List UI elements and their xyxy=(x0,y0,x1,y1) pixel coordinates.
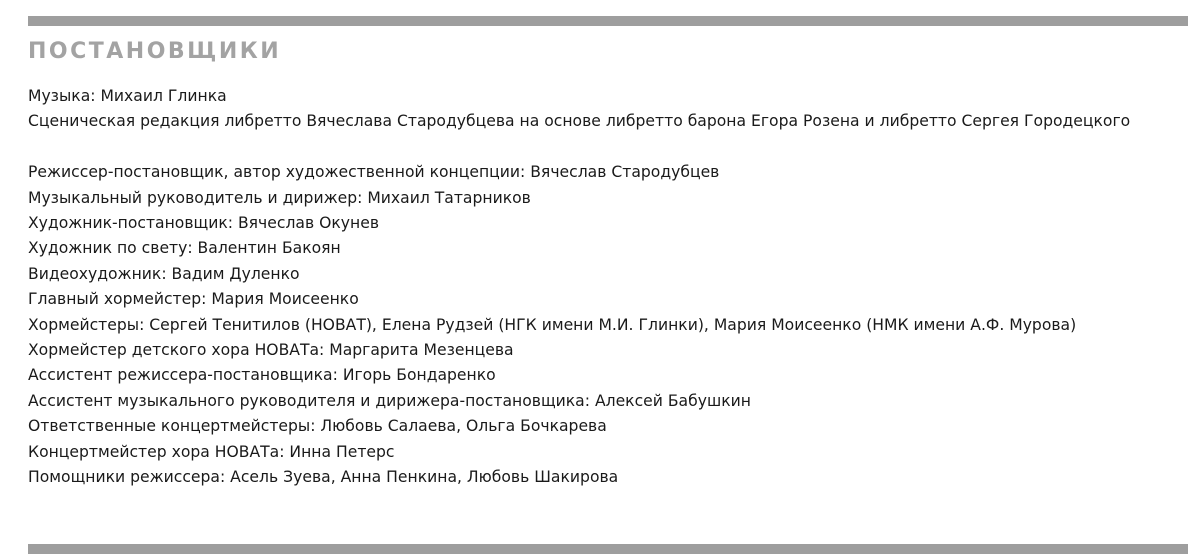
credit-director-assistants: Помощники режиссера: Асель Зуева, Анна Пенкина, Любовь Шакирова xyxy=(28,468,619,487)
spacer xyxy=(28,135,1178,160)
credit-accompanists: Ответственные концертмейстеры: Любовь Салаева, Ольга Бочкарева xyxy=(28,417,607,436)
credit-chief-chorus-master: Главный хормейстер: Мария Моисеенко xyxy=(28,290,359,309)
credit-assistant-director: Ассистент режиссера-постановщика: Игорь Бондаренко xyxy=(28,366,496,385)
bottom-divider xyxy=(28,544,1188,554)
credit-chorus-masters: Хормейстеры: Сергей Тенитилов (НОВАТ), Елена Рудзей (НГК имени М.И. Глинки), Мария Моисеенко (НМК имени А.Ф. Мурова) xyxy=(28,315,1077,334)
credit-libretto: Сценическая редакция либретто Вячеслава Стародубцева на основе либретто барона Егора Розена и либретто Сергея Городецкого xyxy=(28,112,1131,131)
section-title: ПОСТАНОВЩИКИ xyxy=(28,39,282,64)
credit-chorus-accompanist: Концертмейстер хора НОВАТа: Инна Петерс xyxy=(28,442,395,461)
credit-conductor: Музыкальный руководитель и дирижер: Михаил Татарников xyxy=(28,188,531,207)
credit-music: Музыка: Михаил Глинка xyxy=(28,87,227,105)
credit-video-artist: Видеохудожник: Вадим Дуленко xyxy=(28,264,300,283)
credit-stage-director: Режиссер-постановщик, автор художественной концепции: Вячеслав Стародубцев xyxy=(28,163,720,182)
credit-set-designer: Художник-постановщик: Вячеслав Окунев xyxy=(28,214,380,233)
top-divider xyxy=(28,16,1188,26)
credit-lighting-designer: Художник по свету: Валентин Бакоян xyxy=(28,239,341,258)
credit-assistant-conductor: Ассистент музыкального руководителя и дирижера-постановщика: Алексей Бабушкин xyxy=(28,391,751,410)
credit-children-chorus-master: Хормейстер детского хора НОВАТа: Маргарита Мезенцева xyxy=(28,341,514,360)
credits-list xyxy=(28,84,1178,490)
